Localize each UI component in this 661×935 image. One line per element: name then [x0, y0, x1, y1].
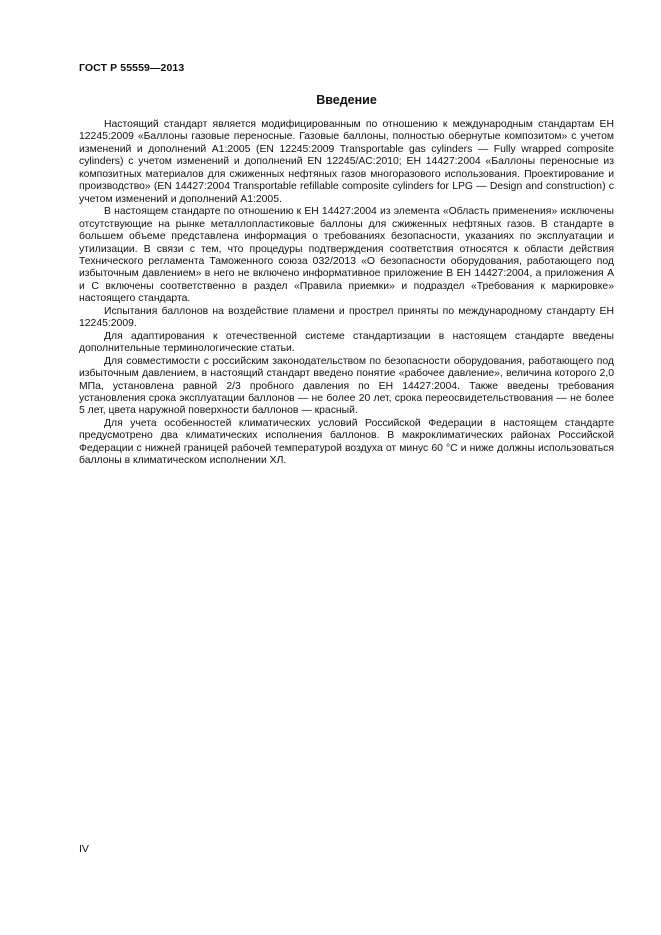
paragraph-3: Испытания баллонов на воздействие пламени и прострел приняты по международному стандарту ЕН 12245:2009.	[79, 305, 614, 330]
section-body	[79, 119, 614, 468]
section-title: Введение	[316, 93, 377, 107]
page-number: IV	[79, 843, 89, 855]
paragraph-4: Для адаптирования к отечественной системе стандартизации в настоящем стандарте введены дополнительные терминологические статьи.	[79, 330, 614, 355]
paragraph-5: Для совместимости с российским законодательством по безопасности оборудования, работающего под избыточным давлением, в настоящий стандарт введено понятие «рабочее давление», величина которого 2,0 МПа, установлена равной 2/3 пробного давления по ЕН 14427:2004. Также введены требования установления срока эксплуатации баллонов — не более 20 лет, срока переосвидетельствования — не более 5 лет, цвета наружной поверхности баллонов — красный.	[79, 355, 614, 417]
paragraph-2: В настоящем стандарте по отношению к ЕН 14427:2004 из элемента «Область применения» исключены отсутствующие на рынке металлопластиковые баллоны для сжиженных нефтяных газов. В стандарте в большем объеме представлена информация о требованиях безопасности, указаниях по эксплуатации и утилизации. В связи с тем, что процедуры подтверждения соответствия относятся к области действия Технического регламента Таможенного союза 032/2013 «О безопасности оборудования, работающего под избыточным давлением» в него не включено информативное приложение В ЕН 14427:2004, а приложения А и С включены соответственно в раздел «Правила приемки» и подраздел «Требования к маркировке» настоящего стандарта.	[79, 206, 614, 305]
document-code: ГОСТ Р 55559—2013	[79, 62, 185, 74]
paragraph-1: Настоящий стандарт является модифицированным по отношению к международным стандартам ЕН 12245:2009 «Баллоны газовые переносные. Газовые баллоны, полностью обернутые композитом» с учетом изменений и дополнений А1:2005 (EN 12245:2009 Transportable gas cylinders — Fully wrapped composite cylinders) с учетом изменений и дополнений EN 12245/AC:2010; ЕН 14427:2004 «Баллоны переносные из композитных материалов для сжиженных нефтяных газов многоразового использования. Проектирование и производство» (EN 14427:2004 Transportable refillable composite cylinders for LPG — Design and construction) с учетом изменений и дополнений А1:2005.	[79, 119, 614, 205]
paragraph-6: Для учета особенностей климатических условий Российской Федерации в настоящем стандарте предусмотрено два климатических исполнения баллонов. В макроклиматических районах Российской Федерации с нижней границей рабочей температурой воздуха от минус 60 °С и ниже должны использоваться баллоны в климатическом исполнении ХЛ.	[79, 417, 614, 467]
